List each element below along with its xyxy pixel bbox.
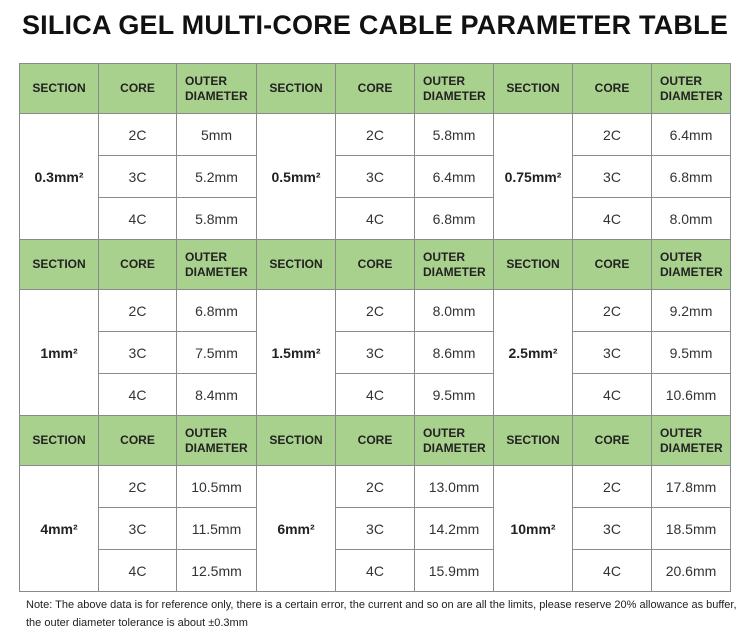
section-size-cell: 4mm² — [20, 466, 99, 592]
section-size-cell: 10mm² — [494, 466, 573, 592]
header-outer-line2: DIAMETER — [423, 440, 486, 455]
header-row — [20, 240, 731, 290]
outer-diameter-cell: 7.5mm — [177, 332, 257, 374]
outer-diameter-cell: 5.2mm — [177, 156, 257, 198]
outer-diameter-cell: 18.5mm — [652, 508, 731, 550]
core-cell: 4C — [99, 198, 177, 240]
header-outer-diameter — [652, 240, 731, 290]
core-cell: 3C — [99, 332, 177, 374]
header-outer-diameter — [415, 416, 494, 466]
header-outer-line1: OUTER — [423, 425, 465, 440]
header-outer-line2: DIAMETER — [660, 264, 723, 279]
header-core: CORE — [336, 240, 415, 290]
header-outer-diameter — [177, 64, 257, 114]
outer-diameter-cell: 10.6mm — [652, 374, 731, 416]
header-outer-diameter — [177, 416, 257, 466]
outer-diameter-cell: 8.0mm — [652, 198, 731, 240]
header-outer-line2: DIAMETER — [423, 264, 486, 279]
outer-diameter-cell: 5mm — [177, 114, 257, 156]
header-outer-diameter — [415, 240, 494, 290]
table-row — [20, 332, 731, 374]
table-row — [20, 508, 731, 550]
header-outer-line2: DIAMETER — [185, 440, 248, 455]
header-section: SECTION — [20, 240, 99, 290]
footnote: Note: The above data is for reference only, there is a certain error, the current and so on are all the limits, please reserve 20% allowance as buffer, the outer diameter tolerance is about ±0.3mm — [26, 599, 737, 629]
outer-diameter-cell: 10.5mm — [177, 466, 257, 508]
header-section: SECTION — [257, 64, 336, 114]
header-outer-diameter — [652, 416, 731, 466]
header-core: CORE — [336, 416, 415, 466]
outer-diameter-cell: 9.2mm — [652, 290, 731, 332]
core-cell: 4C — [336, 374, 415, 416]
section-size-cell: 1.5mm² — [257, 290, 336, 416]
header-outer-line2: DIAMETER — [423, 88, 486, 103]
outer-diameter-cell: 20.6mm — [652, 550, 731, 592]
header-core: CORE — [573, 64, 652, 114]
table-row — [20, 198, 731, 240]
section-size-cell: 0.5mm² — [257, 114, 336, 240]
table-row — [20, 550, 731, 592]
core-cell: 3C — [573, 332, 652, 374]
header-section: SECTION — [494, 64, 573, 114]
outer-diameter-cell: 11.5mm — [177, 508, 257, 550]
header-section: SECTION — [257, 240, 336, 290]
header-section: SECTION — [257, 416, 336, 466]
table-row — [20, 156, 731, 198]
core-cell: 2C — [99, 290, 177, 332]
header-outer-diameter — [177, 240, 257, 290]
outer-diameter-cell: 14.2mm — [415, 508, 494, 550]
outer-diameter-cell: 12.5mm — [177, 550, 257, 592]
header-core: CORE — [99, 416, 177, 466]
header-outer-line2: DIAMETER — [660, 440, 723, 455]
header-outer-line1: OUTER — [660, 425, 702, 440]
header-core: CORE — [573, 416, 652, 466]
header-outer-line1: OUTER — [185, 73, 227, 88]
core-cell: 4C — [573, 374, 652, 416]
outer-diameter-cell: 17.8mm — [652, 466, 731, 508]
core-cell: 3C — [99, 508, 177, 550]
table-row — [20, 466, 731, 508]
core-cell: 2C — [573, 290, 652, 332]
outer-diameter-cell: 8.4mm — [177, 374, 257, 416]
core-cell: 3C — [573, 156, 652, 198]
core-cell: 4C — [99, 550, 177, 592]
core-cell: 2C — [99, 114, 177, 156]
outer-diameter-cell: 9.5mm — [415, 374, 494, 416]
header-outer-line1: OUTER — [185, 425, 227, 440]
header-outer-line1: OUTER — [423, 73, 465, 88]
header-section: SECTION — [20, 416, 99, 466]
core-cell: 3C — [336, 332, 415, 374]
header-section: SECTION — [494, 416, 573, 466]
header-row — [20, 64, 731, 114]
core-cell: 2C — [573, 114, 652, 156]
header-outer-line1: OUTER — [660, 249, 702, 264]
outer-diameter-cell: 13.0mm — [415, 466, 494, 508]
page-title: SILICA GEL MULTI-CORE CABLE PARAMETER TABLE — [21, 10, 729, 40]
table-row — [20, 374, 731, 416]
core-cell: 2C — [99, 466, 177, 508]
outer-diameter-cell: 5.8mm — [177, 198, 257, 240]
core-cell: 3C — [573, 508, 652, 550]
core-cell: 4C — [99, 374, 177, 416]
header-outer-line1: OUTER — [185, 249, 227, 264]
table-row — [20, 290, 731, 332]
outer-diameter-cell: 6.8mm — [652, 156, 731, 198]
header-core: CORE — [573, 240, 652, 290]
header-outer-diameter — [652, 64, 731, 114]
outer-diameter-cell: 8.0mm — [415, 290, 494, 332]
header-section: SECTION — [494, 240, 573, 290]
core-cell: 4C — [573, 198, 652, 240]
outer-diameter-cell: 6.8mm — [177, 290, 257, 332]
header-outer-line1: OUTER — [423, 249, 465, 264]
section-size-cell: 0.75mm² — [494, 114, 573, 240]
section-size-cell: 6mm² — [257, 466, 336, 592]
cable-parameter-table — [19, 63, 731, 592]
core-cell: 3C — [336, 156, 415, 198]
core-cell: 4C — [336, 550, 415, 592]
outer-diameter-cell: 6.4mm — [652, 114, 731, 156]
core-cell: 2C — [573, 466, 652, 508]
header-core: CORE — [336, 64, 415, 114]
header-outer-line2: DIAMETER — [660, 88, 723, 103]
core-cell: 3C — [99, 156, 177, 198]
outer-diameter-cell: 8.6mm — [415, 332, 494, 374]
section-size-cell: 0.3mm² — [20, 114, 99, 240]
header-section: SECTION — [20, 64, 99, 114]
table-row — [20, 114, 731, 156]
header-core: CORE — [99, 240, 177, 290]
core-cell: 2C — [336, 114, 415, 156]
table-body — [20, 64, 731, 592]
header-outer-line2: DIAMETER — [185, 88, 248, 103]
section-size-cell: 2.5mm² — [494, 290, 573, 416]
core-cell: 3C — [336, 508, 415, 550]
header-outer-diameter — [415, 64, 494, 114]
header-core: CORE — [99, 64, 177, 114]
header-outer-line2: DIAMETER — [185, 264, 248, 279]
outer-diameter-cell: 5.8mm — [415, 114, 494, 156]
outer-diameter-cell: 6.8mm — [415, 198, 494, 240]
core-cell: 4C — [573, 550, 652, 592]
core-cell: 2C — [336, 290, 415, 332]
header-row — [20, 416, 731, 466]
core-cell: 4C — [336, 198, 415, 240]
outer-diameter-cell: 15.9mm — [415, 550, 494, 592]
outer-diameter-cell: 9.5mm — [652, 332, 731, 374]
outer-diameter-cell: 6.4mm — [415, 156, 494, 198]
core-cell: 2C — [336, 466, 415, 508]
header-outer-line1: OUTER — [660, 73, 702, 88]
section-size-cell: 1mm² — [20, 290, 99, 416]
